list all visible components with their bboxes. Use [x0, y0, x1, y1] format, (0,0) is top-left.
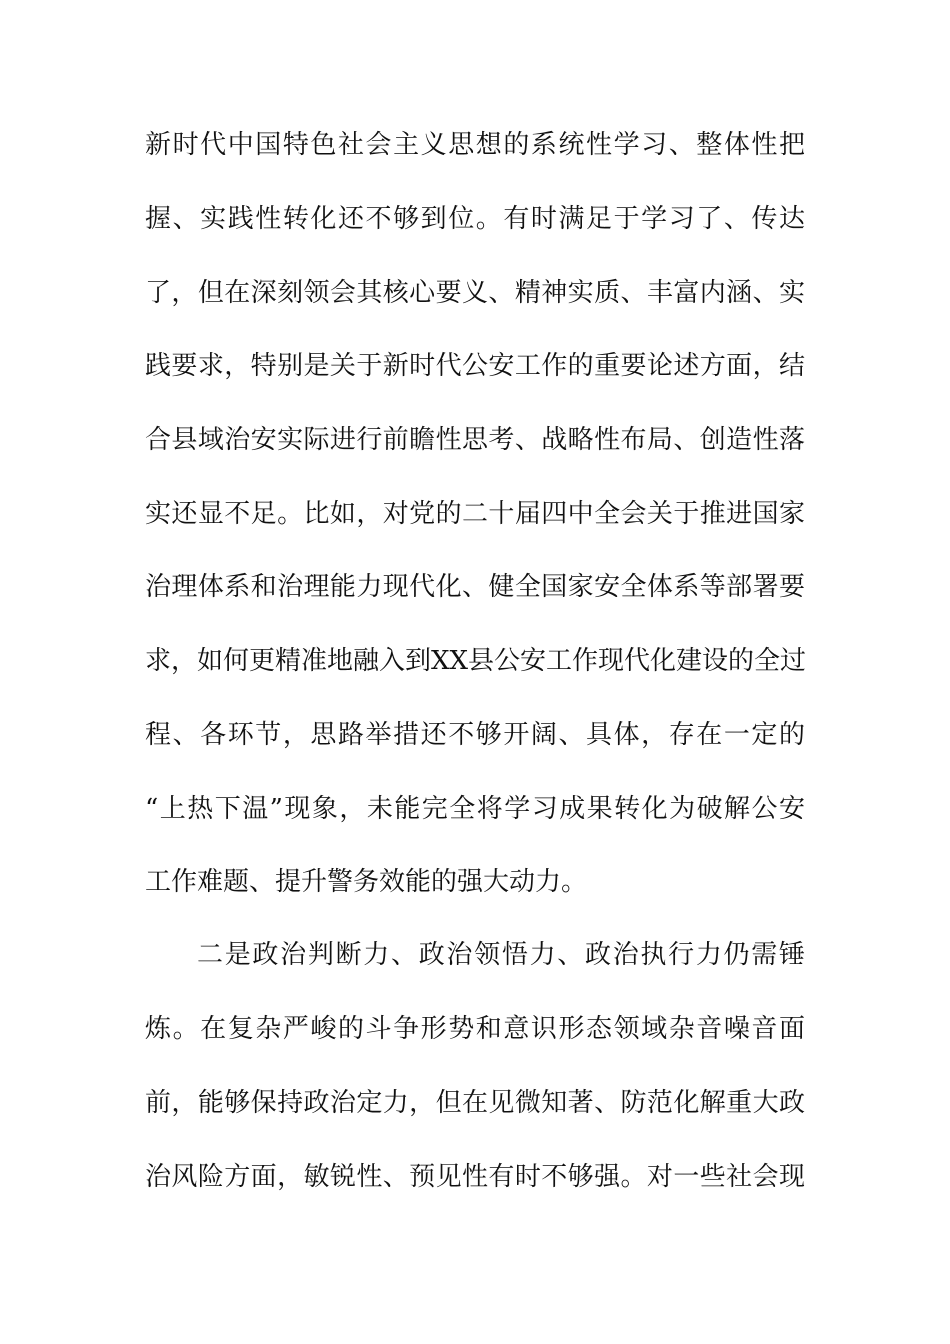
paragraph-line: 前，能够保持政治定力，但在见微知著、防范化解重大政 [145, 1088, 805, 1118]
paragraph-line: 治理体系和治理能力现代化、健全国家安全体系等部署要 [145, 572, 805, 602]
paragraph-line: 了，但在深刻领会其核心要义、精神实质、丰富内涵、实 [145, 278, 805, 308]
paragraph-line: 合县域治安实际进行前瞻性思考、战略性布局、创造性落 [145, 425, 805, 455]
paragraph-line: 求，如何更精准地融入到XX县公安工作现代化建设的全过 [145, 646, 807, 676]
paragraph-line: 程、各环节，思路举措还不够开阔、具体，存在一定的 [145, 720, 805, 750]
paragraph-line: 治风险方面，敏锐性、预见性有时不够强。对一些社会现 [145, 1162, 805, 1192]
paragraph-line: 炼。在复杂严峻的斗争形势和意识形态领域杂音噪音面 [145, 1014, 805, 1044]
paragraph-line: 实还显不足。比如，对党的二十届四中全会关于推进国家 [145, 499, 805, 529]
paragraph-line: 二是政治判断力、政治领悟力、政治执行力仍需锤 [197, 940, 805, 970]
paragraph-line: 新时代中国特色社会主义思想的系统性学习、整体性把 [145, 130, 805, 160]
paragraph-line: 践要求，特别是关于新时代公安工作的重要论述方面，结 [145, 351, 805, 381]
paragraph-line: 握、实践性转化还不够到位。有时满足于学习了、传达 [145, 204, 805, 234]
paragraph-line: “上热下温”现象，未能完全将学习成果转化为破解公安 [145, 794, 805, 824]
paragraph-line: 工作难题、提升警务效能的强大动力。 [145, 867, 588, 897]
